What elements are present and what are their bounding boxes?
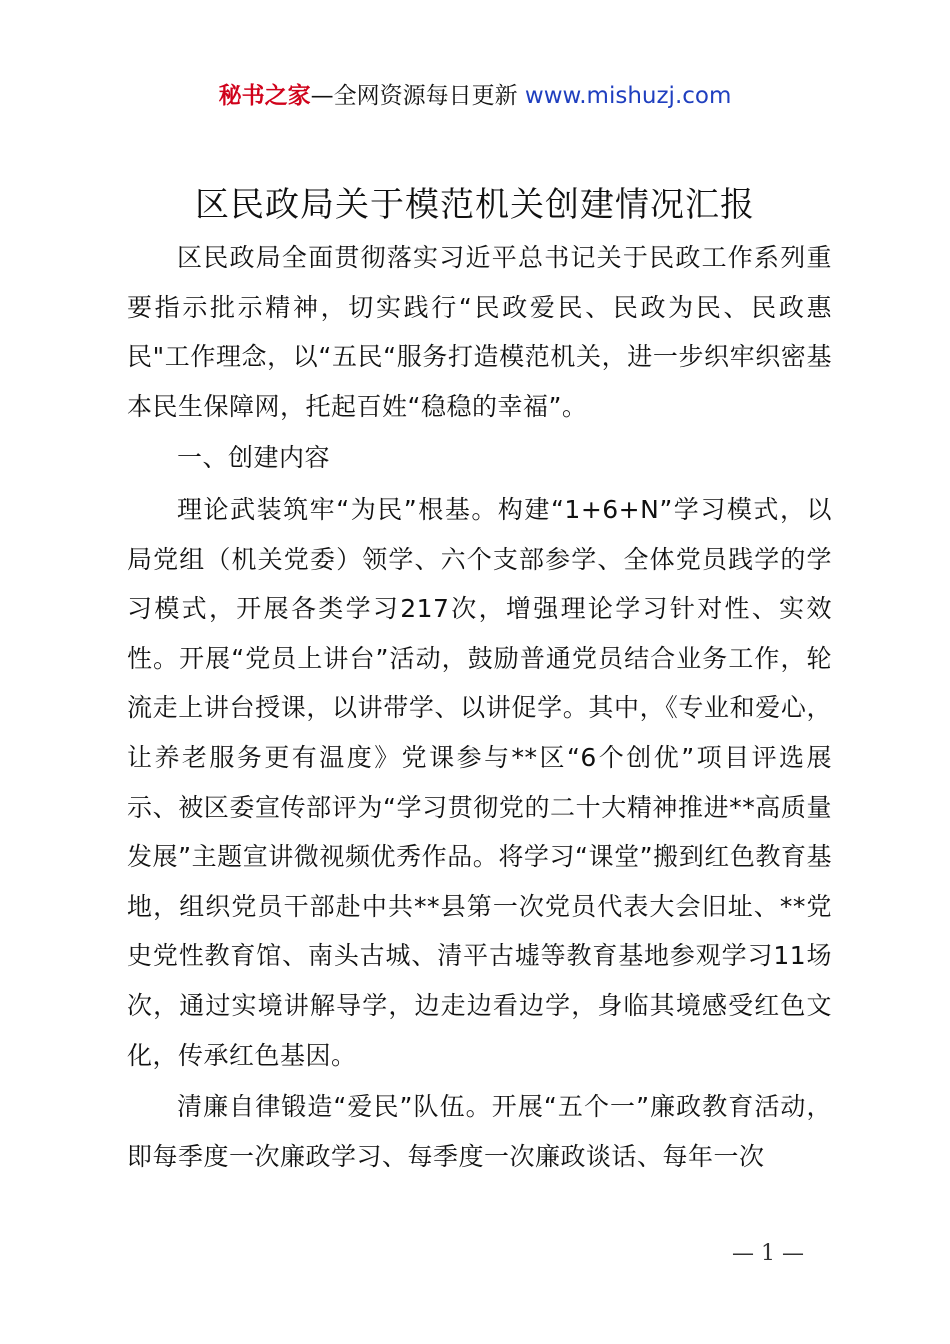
page-number: — 1 — [732, 1241, 804, 1266]
site-brand: 秘书之家 [218, 83, 311, 109]
body-paragraph: 清廉自律锻造“爱民”队伍。开展“五个一”廉政教育活动，即每季度一次廉政学习、每季度一次廉政谈话、每年一次 [127, 1092, 832, 1171]
body-paragraph: 理论武装筑牢“为民”根基。构建“1+6+N”学习模式，以局党组（机关党委）领学、六个支部参学、全体党员践学的学习模式，开展各类学习217次，增强理论学习针对性、实效性。开展“党员上讲台”活动，鼓励普通党员结合业务工作，轮流走上讲台授课，以讲带学、以讲促学。其中，《专业和爱心，让养老服务更有温度》党课参与**区“6个创优”项目评选展示、被区委宣传部评为“学习贯彻党的二十大精神推进**高质量发展”主题宣讲微视频优秀作品。将学习“课堂”搬到红色教育基地，组织党员干部赴中共**县第一次党员代表大会旧址、**党史党性教育馆、南头古城、清平古墟等教育基地参观学习11场次，通过实境讲解导学，边走边看边学，身临其境感受红色文化，传承红色基因。 [127, 494, 832, 1070]
site-tagline: —全网资源每日更新 [310, 83, 525, 109]
intro-paragraph: 区民政局全面贯彻落实习近平总书记关于民政工作系列重要指示批示精神，切实践行“民政爱民、民政为民、民政惠民"工作理念，以“五民“服务打造模范机关，进一步织牢织密基本民生保障网，托起百姓“稳稳的幸福”。 [127, 243, 832, 421]
document-body [127, 233, 832, 1181]
site-header [0, 80, 950, 112]
document-title: 区民政局关于模范机关创建情况汇报 [195, 185, 755, 225]
section-heading: 一、创建内容 [177, 443, 331, 473]
site-url-link[interactable]: www.mishuzj.com [524, 83, 732, 109]
